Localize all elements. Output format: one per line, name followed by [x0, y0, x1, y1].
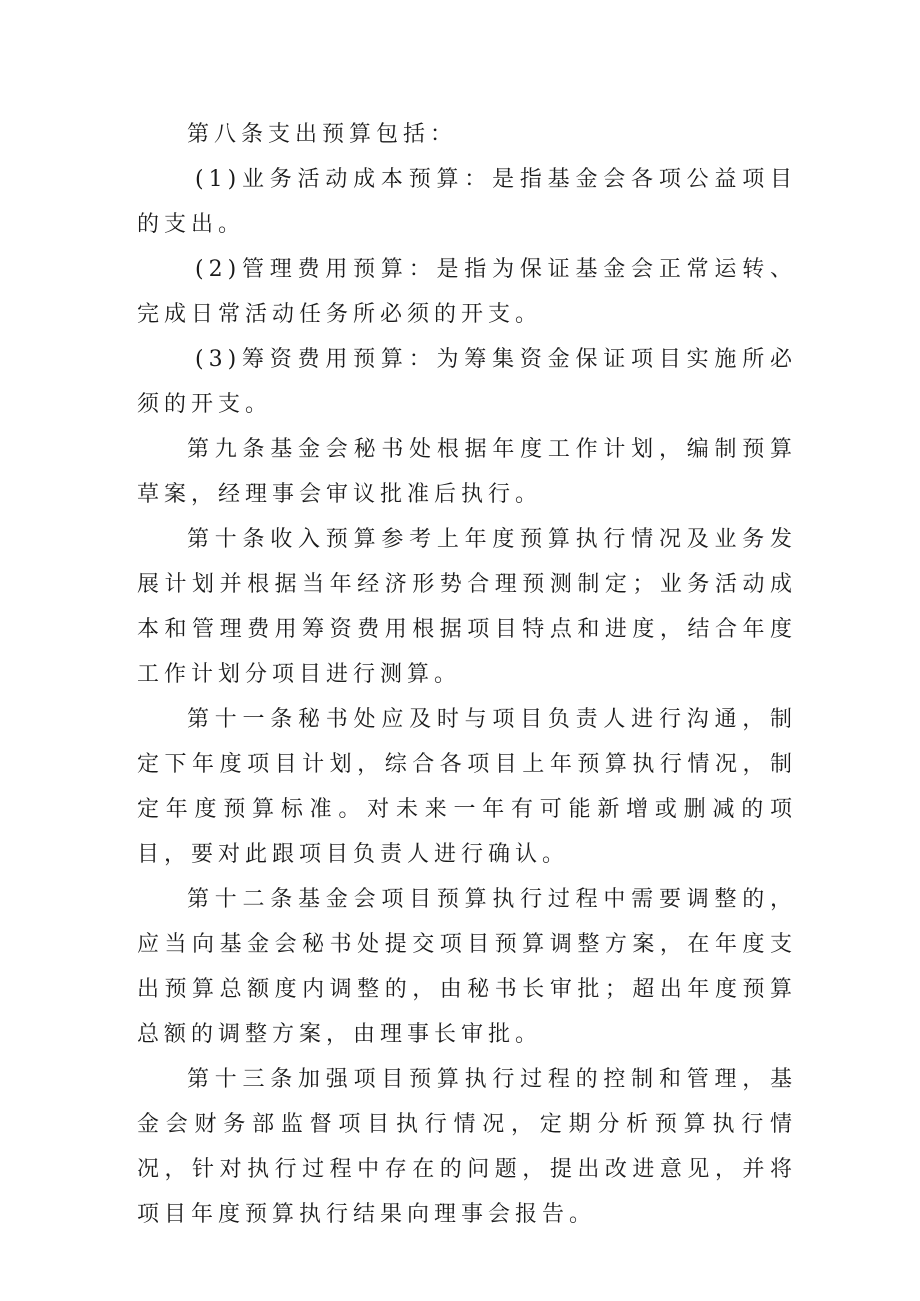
article-8-heading: 第八条支出预算包括：: [187, 122, 458, 147]
article-9: 第九条基金会秘书处根据年度工作计划，编制预算草案，经理事会审议批准后执行。: [137, 437, 797, 507]
article-13: 第十三条加强项目预算执行过程的控制和管理，基金会财务部监督项目执行情况，定期分析预算执行情况，针对执行过程中存在的问题，提出改进意见，并将项目年度预算执行结果向理事会报告。: [137, 1067, 797, 1227]
document-body: [137, 112, 797, 1237]
article-11: 第十一条秘书处应及时与项目负责人进行沟通，制定下年度项目计划，综合各项目上年预算执行情况，制定年度预算标准。对未来一年有可能新增或删减的项目，要对此跟项目负责人进行确认。: [137, 707, 797, 867]
article-8-item-2: (2)管理费用预算：是指为保证基金会正常运转、完成日常活动任务所必须的开支。: [137, 257, 797, 327]
article-8-item-1: (1)业务活动成本预算：是指基金会各项公益项目的支出。: [137, 167, 797, 237]
article-10: 第十条收入预算参考上年度预算执行情况及业务发展计划并根据当年经济形势合理预测制定；业务活动成本和管理费用筹资费用根据项目特点和进度，结合年度工作计划分项目进行测算。: [137, 527, 797, 687]
article-8-item-3: (3)筹资费用预算：为筹集资金保证项目实施所必须的开支。: [137, 347, 797, 417]
article-12: 第十二条基金会项目预算执行过程中需要调整的，应当向基金会秘书处提交项目预算调整方案，在年度支出预算总额度内调整的，由秘书长审批；超出年度预算总额的调整方案，由理事长审批。: [137, 887, 797, 1047]
